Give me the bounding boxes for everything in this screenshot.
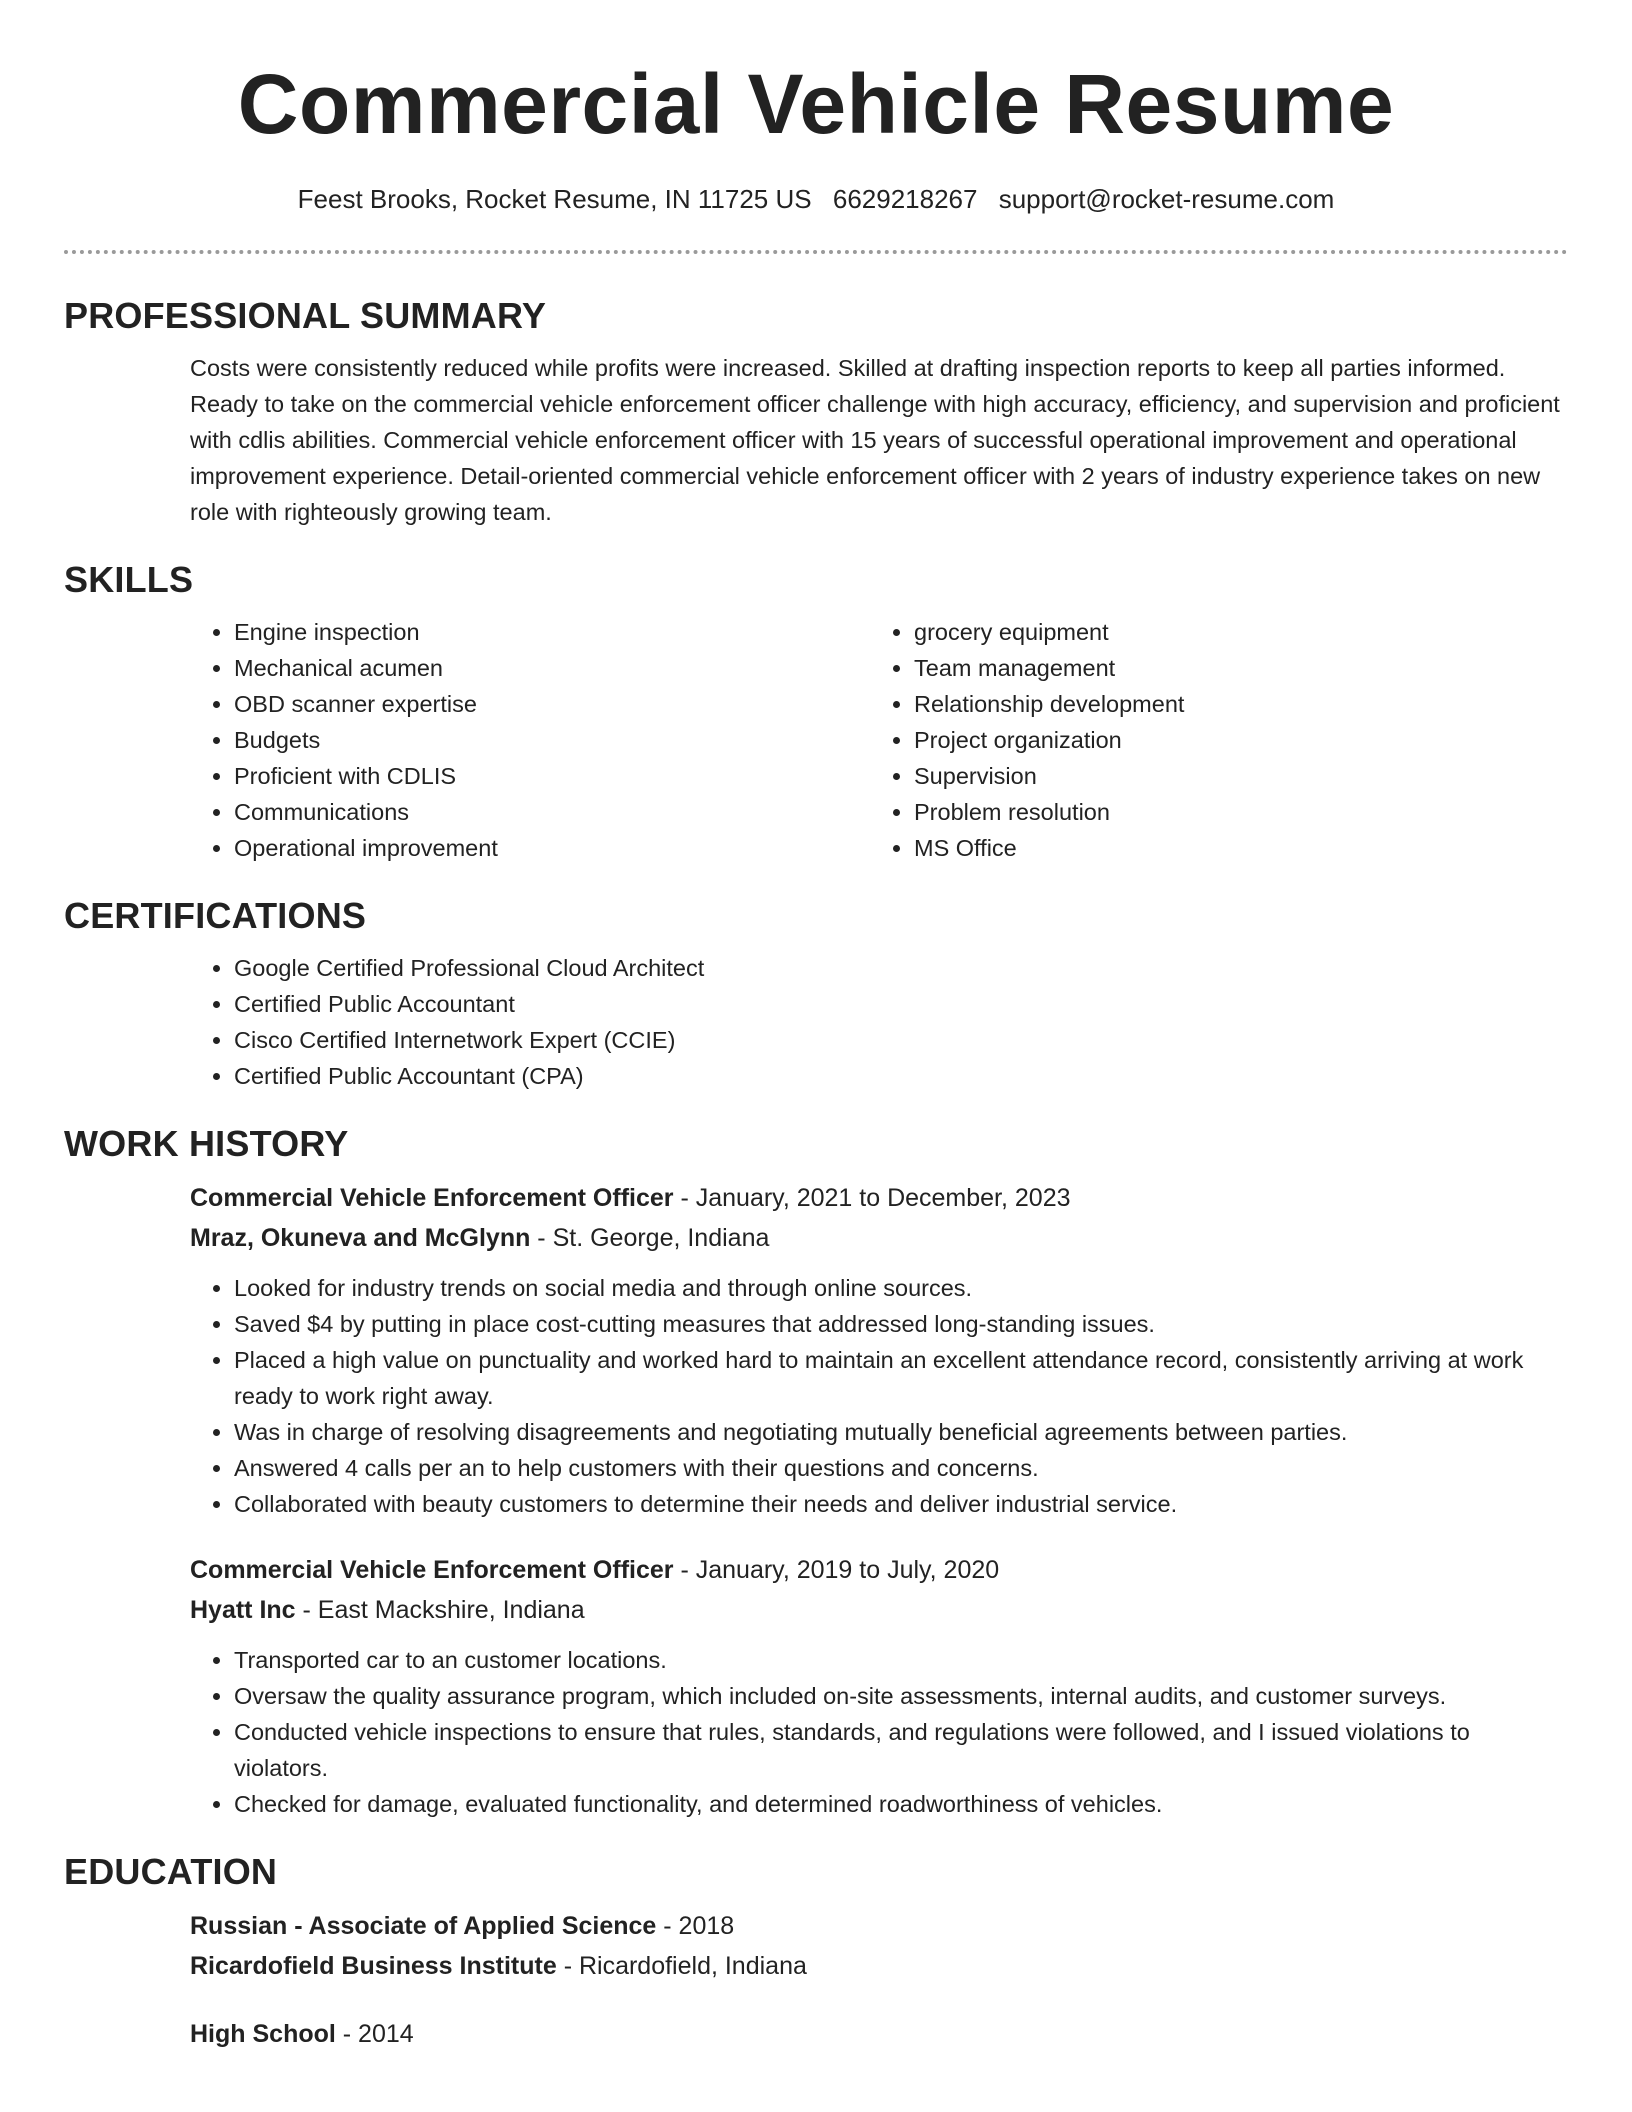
job-company-line bbox=[190, 1590, 1568, 1630]
job-bullet: • Looked for industry trends on social media and through online sources. bbox=[234, 1270, 1568, 1306]
summary-heading: PROFESSIONAL SUMMARY bbox=[64, 295, 547, 336]
contact-line bbox=[64, 182, 1568, 216]
job-dates: - January, 2019 to July, 2020 bbox=[673, 1556, 1000, 1584]
job-role: Commercial Vehicle Enforcement Officer bbox=[190, 1556, 674, 1584]
education-school: Ricardofield Business Institute bbox=[190, 1952, 557, 1980]
skill-item: • Engine inspection bbox=[234, 614, 870, 650]
certification-item: • Google Certified Professional Cloud Architect bbox=[234, 950, 1568, 986]
skill-item: • Relationship development bbox=[914, 686, 1550, 722]
skill-item: • grocery equipment bbox=[914, 614, 1550, 650]
work-history-heading: WORK HISTORY bbox=[64, 1123, 349, 1164]
job-bullet: • Saved $4 by putting in place cost-cutting measures that addressed long-standing issues. bbox=[234, 1306, 1568, 1342]
certification-item: • Certified Public Accountant bbox=[234, 986, 1568, 1022]
job-bullet: • Was in charge of resolving disagreements and negotiating mutually beneficial agreements between parties. bbox=[234, 1414, 1568, 1450]
summary-section bbox=[64, 294, 1568, 530]
certifications-heading: CERTIFICATIONS bbox=[64, 895, 367, 936]
job-entry bbox=[64, 1178, 1568, 1522]
contact-phone: 6629218267 bbox=[832, 184, 978, 214]
education-degree-line bbox=[190, 1906, 1568, 1946]
contact-email: support@rocket-resume.com bbox=[998, 184, 1335, 214]
skill-item: • Operational improvement bbox=[234, 830, 870, 866]
skill-item: • Mechanical acumen bbox=[234, 650, 870, 686]
resume-header bbox=[64, 0, 1568, 216]
skill-item: • Project organization bbox=[914, 722, 1550, 758]
job-bullet: • Transported car to an customer locations. bbox=[234, 1642, 1568, 1678]
skill-item: • OBD scanner expertise bbox=[234, 686, 870, 722]
education-degree: Russian - Associate of Applied Science bbox=[190, 1912, 657, 1940]
skill-item: • Problem resolution bbox=[914, 794, 1550, 830]
skills-column-right bbox=[870, 614, 1550, 866]
job-company-line bbox=[190, 1218, 1568, 1258]
education-school-line bbox=[190, 1946, 1568, 1986]
header-divider bbox=[64, 250, 1568, 254]
job-title-line bbox=[190, 1550, 1568, 1590]
job-company: Mraz, Okuneva and McGlynn bbox=[190, 1224, 531, 1252]
skill-item: • MS Office bbox=[914, 830, 1550, 866]
work-history-section bbox=[64, 1122, 1568, 1822]
education-section bbox=[64, 1850, 1568, 2054]
skill-item: • Proficient with CDLIS bbox=[234, 758, 870, 794]
job-bullet: • Collaborated with beauty customers to determine their needs and deliver industrial service. bbox=[234, 1486, 1568, 1522]
job-location: - East Mackshire, Indiana bbox=[295, 1596, 585, 1624]
education-heading: EDUCATION bbox=[64, 1851, 278, 1892]
skill-item: • Supervision bbox=[914, 758, 1550, 794]
job-company: Hyatt Inc bbox=[190, 1596, 296, 1624]
job-location: - St. George, Indiana bbox=[530, 1224, 770, 1252]
education-entry bbox=[64, 2014, 1568, 2054]
education-year: - 2018 bbox=[656, 1912, 735, 1940]
job-bullet: • Answered 4 calls per an to help customers with their questions and concerns. bbox=[234, 1450, 1568, 1486]
skills-section bbox=[64, 558, 1568, 866]
certification-item: • Certified Public Accountant (CPA) bbox=[234, 1058, 1568, 1094]
skills-column-left bbox=[190, 614, 870, 866]
resume-title: Commercial Vehicle Resume bbox=[237, 57, 1395, 151]
skills-heading: SKILLS bbox=[64, 559, 194, 600]
job-role: Commercial Vehicle Enforcement Officer bbox=[190, 1184, 674, 1212]
certification-item: • Cisco Certified Internetwork Expert (CCIE) bbox=[234, 1022, 1568, 1058]
skill-item: • Communications bbox=[234, 794, 870, 830]
education-entry bbox=[64, 1906, 1568, 1986]
job-entry bbox=[64, 1550, 1568, 1822]
contact-address: Feest Brooks, Rocket Resume, IN 11725 US bbox=[297, 184, 812, 214]
job-title-line bbox=[190, 1178, 1568, 1218]
education-year: - 2014 bbox=[335, 2020, 414, 2048]
job-bullet: • Placed a high value on punctuality and worked hard to maintain an excellent attendance record, consistently arriving at work ready to work right away. bbox=[234, 1342, 1568, 1414]
summary-text: Costs were consistently reduced while profits were increased. Skilled at drafting inspection reports to keep all parties informed. Ready to take on the commercial vehicle enforcement officer challenge with high accuracy, efficiency, and supervision and proficient with cdlis abilities. Commercial vehicle enforcement officer with 15 years of successful operational improvement and operational improvement experience. Detail-oriented commercial vehicle enforcement officer with 2 years of industry experience takes on new role with righteously growing team. bbox=[190, 355, 1560, 525]
education-location: - Ricardofield, Indiana bbox=[556, 1952, 807, 1980]
job-bullet: • Checked for damage, evaluated functionality, and determined roadworthiness of vehicles. bbox=[234, 1786, 1568, 1822]
education-degree-line bbox=[190, 2014, 1568, 2054]
certifications-section bbox=[64, 894, 1568, 1094]
skill-item: • Budgets bbox=[234, 722, 870, 758]
skill-item: • Team management bbox=[914, 650, 1550, 686]
job-bullet: • Oversaw the quality assurance program, which included on-site assessments, internal audits, and customer surveys. bbox=[234, 1678, 1568, 1714]
education-degree: High School bbox=[190, 2020, 336, 2048]
job-dates: - January, 2021 to December, 2023 bbox=[673, 1184, 1071, 1212]
job-bullet: • Conducted vehicle inspections to ensure that rules, standards, and regulations were followed, and I issued violations to violators. bbox=[234, 1714, 1568, 1786]
